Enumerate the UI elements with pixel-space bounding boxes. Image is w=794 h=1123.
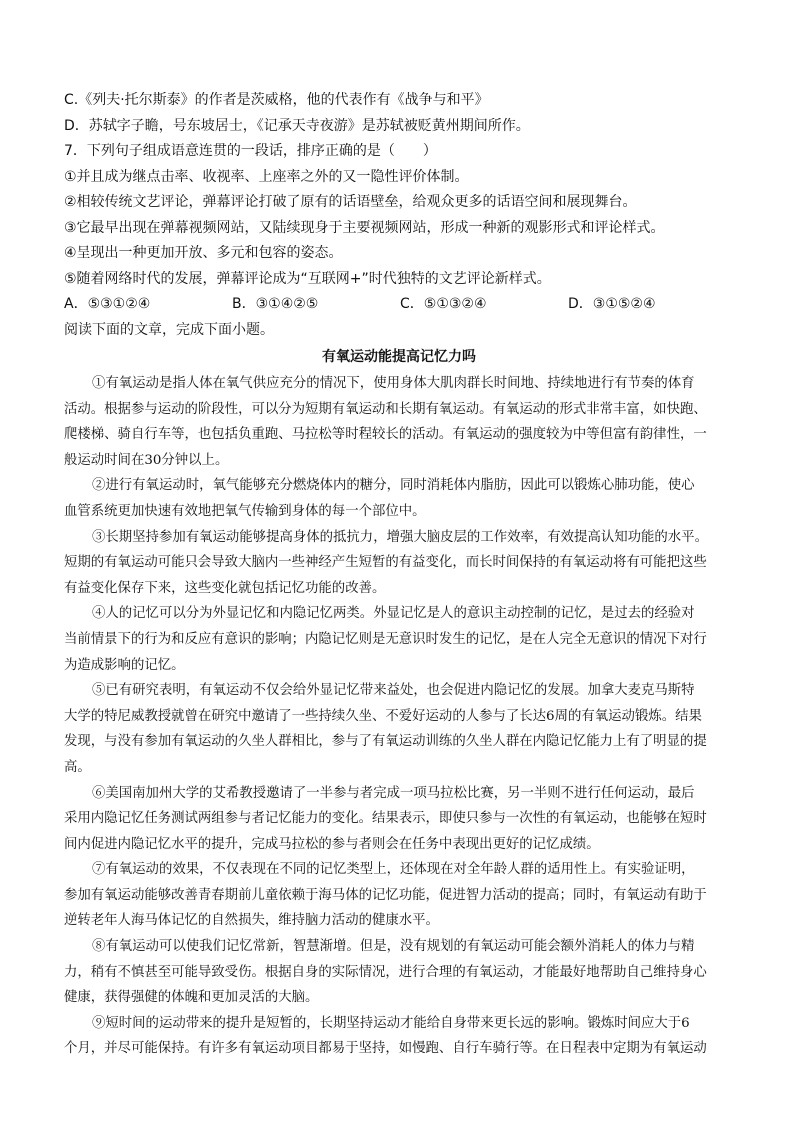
article-line: ⑤已有研究表明，有氧运动不仅会给外显记忆带来益处，也会促进内隐记忆的发展。加拿大麦克马斯特 bbox=[92, 683, 695, 699]
article-line: ⑦有氧运动的效果，不仅表现在不同的记忆类型上，还体现在对全年龄人群的适用性上。有实验证明， bbox=[92, 862, 695, 878]
article-paragraph bbox=[64, 678, 734, 780]
q7-sentence-3: ③它最早出现在弹幕视频网站，又陆续现身于主要视频网站，形成一种新的观影形式和评论样式。 bbox=[64, 219, 665, 236]
article-line: 力，稍有不慎甚至可能导致受伤。根据自身的实际情况，进行合理的有氧运动，才能最好地帮助自己维持身心 bbox=[64, 964, 707, 980]
article-line: 有益变化保存下来，这些变化就包括记忆功能的改善。 bbox=[64, 580, 386, 596]
article-line: 为造成影响的记忆。 bbox=[64, 657, 185, 673]
article-line: 参加有氧运动能够改善青春期前儿童依赖于海马体的记忆功能，促进智力活动的提高；同时，有氧运动有助于 bbox=[64, 887, 707, 903]
article-paragraph bbox=[64, 934, 734, 1011]
article-line: 采用内隐记忆任务测试两组参与者记忆能力的变化。结果表示，即使只参与一次性的有氧运动，也能够在短时 bbox=[64, 811, 707, 827]
article-line: 间内促进内隐记忆水平的提升，完成马拉松的参与者则会在任务中表现出更好的记忆成绩。 bbox=[64, 836, 600, 852]
q7-sentence-2: ②相较传统文艺评论，弹幕评论打破了原有的话语壁垒，给观众更多的话语空间和展现舞台。 bbox=[64, 194, 637, 210]
article-line: 短期的有氧运动可能只会导致大脑内一些神经产生短暂的有益变化，而长时间保持的有氧运动将有可能把这些 bbox=[64, 555, 707, 571]
article-paragraph bbox=[64, 857, 734, 934]
article-line: 高。 bbox=[64, 759, 91, 775]
article-paragraph bbox=[64, 1011, 734, 1062]
q7-sentence-4: ④呈现出一种更加开放、多元和包容的姿态。 bbox=[64, 245, 343, 261]
article-line: 健康，获得强健的体魄和更加灵活的大脑。 bbox=[64, 990, 319, 1006]
q7-choice-c: C．⑤①③②④ bbox=[400, 296, 487, 312]
article-paragraph bbox=[64, 525, 734, 602]
article-line: ①有氧运动是指人体在氧气供应充分的情况下，使用身体大肌肉群长时间地、持续地进行有节奏的体育 bbox=[92, 376, 695, 391]
article-body bbox=[64, 371, 734, 1062]
article-line: 当前情景下的行为和反应有意识的影响；内隐记忆则是无意识时发生的记忆，是在人完全无意识的情况下对行 bbox=[64, 631, 707, 647]
article-title: 有氧运动能提高记忆力吗 bbox=[322, 349, 476, 365]
article-line: ②进行有氧运动时，氧气能够充分燃烧体内的糖分，同时消耗体内脂肪，因此可以锻炼心肺功能，使心 bbox=[92, 478, 695, 494]
q7-sentence-1: ①并且成为继点击率、收视率、上座率之外的又一隐性评价体制。 bbox=[64, 168, 469, 185]
q6-option-d: D．苏轼字子瞻，号东坡居士，《记承天寺夜游》是苏轼被贬黄州期间所作。 bbox=[64, 117, 530, 134]
article-line: 大学的特尼威教授就曾在研究中邀请了一些持续久坐、不爱好运动的人参与了长达6周的有氧运动锻炼。结果 bbox=[64, 708, 702, 724]
q6-option-c: C.《列夫·托尔斯泰》的作者是茨威格，他的代表作有《战争与和平》 bbox=[64, 92, 489, 108]
article-line: ⑨短时间的运动带来的提升是短暂的，长期坚持运动才能给自身带来更长远的影响。锻炼时间应大于6 bbox=[92, 1015, 690, 1031]
article-line: 般运动时间在30分钟以上。 bbox=[64, 452, 229, 468]
article-line: ⑧有氧运动可以使我们记忆常新，智慧渐增。但是，没有规划的有氧运动可能会额外消耗人的体力与精 bbox=[92, 939, 695, 955]
q7-choices bbox=[64, 292, 734, 318]
article-line: 血管系统更加快速有效地把氧气传输到身体的每一个部位中。 bbox=[64, 503, 426, 519]
document-page bbox=[64, 88, 734, 1062]
q7-stem: 7．下列句子组成语意连贯的一段话，排序正确的是（ ） bbox=[64, 143, 437, 159]
article-line: ③长期坚持参加有氧运动能够提高身体的抵抗力，增强大脑皮层的工作效率，有效提高认知功能的水平。 bbox=[92, 529, 708, 545]
q7-choice-d: D．③①⑤②④ bbox=[568, 296, 656, 312]
article-paragraph bbox=[64, 371, 734, 473]
article-line: 个月，并尽可能保持。有许多有氧运动项目都易于坚持，如慢跑、自行车骑行等。在日程表中定期为有氧运动 bbox=[64, 1041, 707, 1057]
article-paragraph bbox=[64, 781, 734, 858]
article-paragraph bbox=[64, 473, 734, 524]
q7-sentence-5: ⑤随着网络时代的发展，弹幕评论成为“互联网+”时代独特的文艺评论新样式。 bbox=[64, 270, 551, 287]
article-line: 活动。根据参与运动的阶段性，可以分为短期有氧运动和长期有氧运动。有氧运动的形式非常丰富，如快跑、 bbox=[64, 401, 707, 417]
q7-choice-a: A．⑤③①②④ bbox=[64, 296, 151, 312]
article-paragraph bbox=[64, 601, 734, 678]
reading-instruction: 阅读下面的文章，完成下面小题。 bbox=[64, 321, 274, 338]
q7-choice-b: B．③①④②⑤ bbox=[232, 296, 319, 312]
article-line: 爬楼梯、骑自行车等，也包括负重跑、马拉松等时程较长的活动。有氧运动的强度较为中等但富有韵律性，一 bbox=[64, 427, 707, 443]
article-line: 发现，与没有参加有氧运动的久坐人群相比，参与了有氧运动训练的久坐人群在内隐记忆能力上有了明显的提 bbox=[64, 734, 707, 750]
article-line: ⑥美国南加州大学的艾希教授邀请了一半参与者完成一项马拉松比赛，另一半则不进行任何运动，最后 bbox=[92, 785, 695, 801]
article-line: 逆转老年人海马体记忆的自然损失，维持脑力活动的健康水平。 bbox=[64, 913, 439, 929]
article-line: ④人的记忆可以分为外显记忆和内隐记忆两类。外显记忆是人的意识主动控制的记忆，是过去的经验对 bbox=[92, 606, 695, 622]
